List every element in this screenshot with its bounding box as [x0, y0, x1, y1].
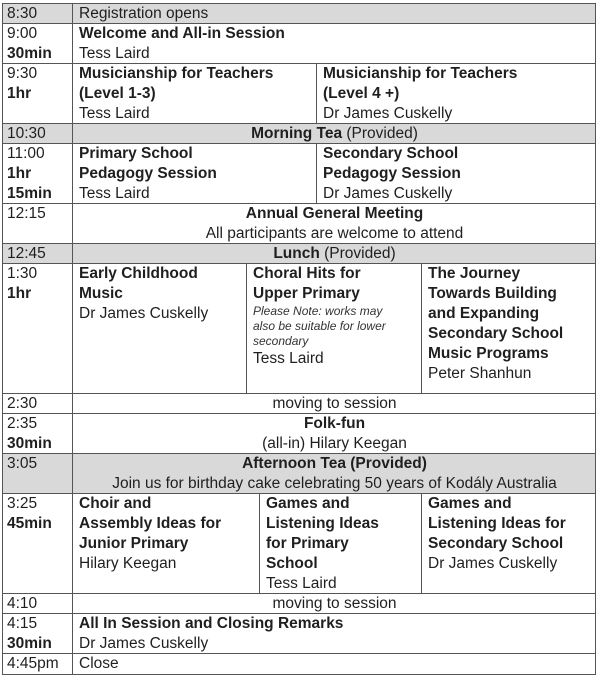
session-subtitle: (all-in) Hilary Keegan: [262, 435, 407, 452]
session-title: Secondary School: [428, 325, 564, 342]
schedule-row: [2, 453, 596, 494]
event-cell: [72, 244, 596, 264]
session-title: Secondary School: [323, 145, 459, 162]
break-title: Morning Tea: [251, 125, 343, 142]
time-label: 12:45: [7, 245, 46, 262]
presenter-name: Dr James Cuskelly: [323, 105, 453, 122]
event-cell: [72, 204, 596, 244]
session-note: also be suitable for lower: [253, 319, 386, 333]
duration-label: 30min: [7, 45, 52, 62]
session-title: Games and: [428, 495, 512, 512]
time-cell: [2, 244, 72, 264]
session-title: (Level 1-3): [79, 85, 156, 102]
time-label: 2:35: [7, 415, 38, 432]
event-cell-right: [316, 144, 596, 204]
duration-label: 30min: [7, 435, 52, 452]
break-title: Afternoon Tea (Provided): [242, 455, 427, 472]
presenter-name: Hilary Keegan: [79, 555, 177, 572]
schedule-row: [2, 593, 596, 614]
presenter-name: Peter Shanhun: [428, 365, 532, 382]
event-cell-left: [72, 144, 316, 204]
event-cell: [72, 414, 596, 454]
presenter-name: Tess Laird: [266, 575, 337, 592]
session-title: Assembly Ideas for: [79, 515, 222, 532]
session-title: Choral Hits for: [253, 265, 361, 282]
time-label: 3:25: [7, 495, 38, 512]
session-title: Musicianship for Teachers: [323, 65, 518, 82]
schedule-row: [2, 203, 596, 244]
event-cell: [72, 394, 596, 414]
session-title: Junior Primary: [79, 535, 189, 552]
duration-label: 15min: [7, 185, 52, 202]
break-note: (Provided): [342, 125, 418, 142]
presenter-name: Tess Laird: [79, 45, 150, 62]
schedule-row: [2, 143, 596, 204]
event-text: moving to session: [272, 395, 397, 412]
time-cell: [2, 4, 72, 24]
time-label: 4:15: [7, 615, 38, 632]
time-cell: [2, 24, 72, 64]
event-cell-col2: [246, 264, 421, 394]
session-title: Music Programs: [428, 345, 549, 362]
presenter-name: Dr James Cuskelly: [79, 635, 209, 652]
break-title: Lunch: [273, 245, 320, 262]
break-note: Join us for birthday cake celebrating 50 years of Kodály Australia: [112, 475, 557, 492]
duration-label: 30min: [7, 635, 52, 652]
time-label: 4:10: [7, 595, 38, 612]
time-label: 9:30: [7, 65, 38, 82]
time-label: 1:30: [7, 265, 38, 282]
event-cell-left: [72, 64, 316, 124]
schedule-row: [2, 413, 596, 454]
duration-label: 1hr: [7, 285, 32, 302]
time-cell: [2, 264, 72, 394]
event-cell-col3: [421, 494, 596, 594]
time-cell: [2, 394, 72, 414]
time-label: 10:30: [7, 125, 46, 142]
time-label: 12:15: [7, 205, 46, 222]
session-title: Pedagogy Session: [323, 165, 461, 182]
session-title: Pedagogy Session: [79, 165, 217, 182]
time-cell: [2, 454, 72, 494]
session-title: All In Session and Closing Remarks: [79, 615, 344, 632]
time-cell: [2, 494, 72, 594]
session-title: Upper Primary: [253, 285, 360, 302]
time-label: 3:05: [7, 455, 38, 472]
session-title: Folk-fun: [303, 415, 366, 432]
time-cell: [2, 614, 72, 654]
session-title: Primary School: [79, 145, 193, 162]
session-note: secondary: [253, 334, 309, 348]
session-title: for Primary: [266, 535, 349, 552]
time-label: 4:45pm: [7, 655, 59, 672]
event-cell-right: [316, 64, 596, 124]
event-cell: [72, 124, 596, 144]
event-cell: [72, 594, 596, 614]
event-text: Close: [79, 655, 119, 672]
time-cell: [2, 144, 72, 204]
conference-schedule: [2, 3, 596, 677]
event-text: Registration opens: [79, 5, 209, 22]
presenter-name: Tess Laird: [253, 350, 324, 367]
duration-label: 1hr: [7, 165, 32, 182]
session-title: and Expanding: [428, 305, 540, 322]
event-cell: [72, 4, 596, 24]
schedule-row: [2, 653, 596, 675]
session-title: Early Childhood: [79, 265, 198, 282]
session-title: Choir and: [79, 495, 152, 512]
session-title: (Level 4 +): [323, 85, 400, 102]
schedule-row: [2, 613, 596, 654]
session-title: Annual General Meeting: [245, 205, 424, 222]
event-cell: [72, 24, 596, 64]
time-cell: [2, 654, 72, 674]
event-cell-col1: [72, 494, 259, 594]
presenter-name: Tess Laird: [79, 185, 150, 202]
time-label: 11:00: [7, 145, 45, 162]
session-title: School: [266, 555, 318, 572]
session-title: Games and: [266, 495, 350, 512]
presenter-name: Dr James Cuskelly: [79, 305, 209, 322]
event-text: moving to session: [272, 595, 397, 612]
session-title: Welcome and All-in Session: [79, 25, 285, 42]
time-cell: [2, 204, 72, 244]
break-note: (Provided): [319, 245, 396, 262]
schedule-row: [2, 263, 596, 394]
time-label: 2:30: [7, 395, 38, 412]
session-note: Please Note: works may: [253, 304, 383, 318]
event-cell: [72, 614, 596, 654]
event-cell-col3: [421, 264, 596, 394]
duration-label: 45min: [7, 515, 52, 532]
time-cell: [2, 124, 72, 144]
time-cell: [2, 594, 72, 614]
presenter-name: Tess Laird: [79, 105, 150, 122]
time-label: 8:30: [7, 5, 38, 22]
session-title: Listening Ideas for: [428, 515, 566, 532]
event-cell: [72, 454, 596, 494]
event-cell-col1: [72, 264, 246, 394]
schedule-row: [2, 23, 596, 64]
schedule-row: [2, 243, 596, 264]
schedule-row: [2, 493, 596, 594]
time-cell: [2, 414, 72, 454]
event-cell-col2: [259, 494, 421, 594]
schedule-row: [2, 63, 596, 124]
schedule-row: [2, 393, 596, 414]
session-subtitle: All participants are welcome to attend: [205, 225, 464, 242]
schedule-row: [2, 123, 596, 144]
schedule-row: [2, 3, 596, 24]
duration-label: 1hr: [7, 85, 32, 102]
session-title: Secondary School: [428, 535, 564, 552]
event-cell: [72, 654, 596, 674]
session-title: Listening Ideas: [266, 515, 379, 532]
session-title: Music: [79, 285, 123, 302]
time-label: 9:00: [7, 25, 38, 42]
presenter-name: Dr James Cuskelly: [323, 185, 453, 202]
session-title: The Journey: [428, 265, 521, 282]
presenter-name: Dr James Cuskelly: [428, 555, 558, 572]
time-cell: [2, 64, 72, 124]
session-title: Musicianship for Teachers: [79, 65, 274, 82]
session-title: Towards Building: [428, 285, 557, 302]
